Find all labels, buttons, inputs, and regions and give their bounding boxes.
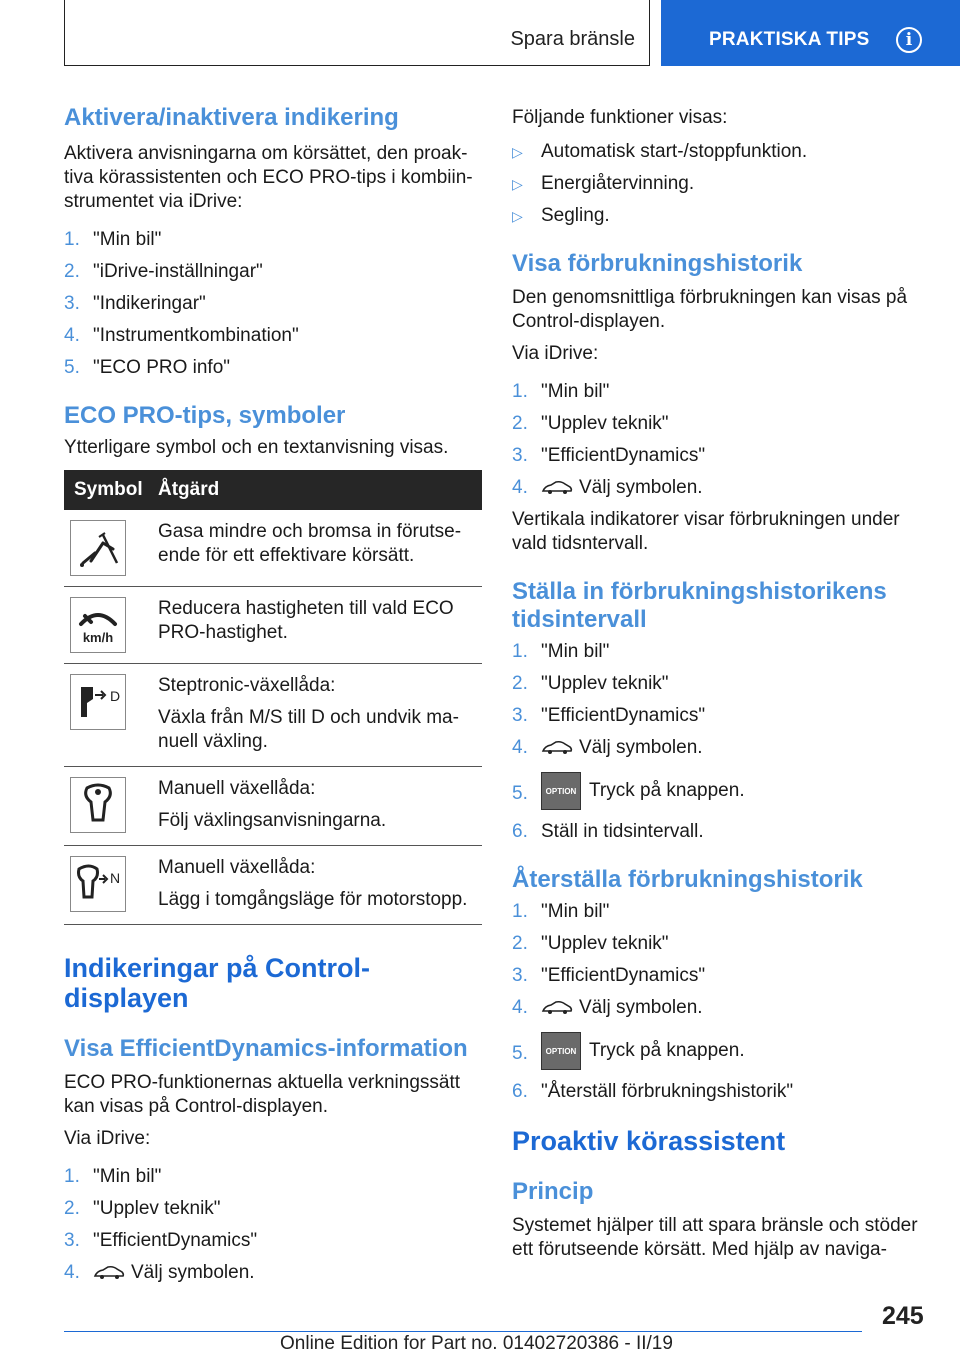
steps-reset (512, 900, 932, 996)
triangle-bullet-icon: ▷ (512, 208, 523, 224)
heading-princip: Princip (512, 1178, 594, 1205)
option-button-icon: OPTION (541, 772, 581, 810)
car-icon (541, 479, 573, 497)
right-column (512, 100, 932, 1262)
footer-edition: Online Edition for Part no. 01402720386 - II/19 (280, 1333, 673, 1354)
left-column (64, 100, 482, 1293)
heading-proactive: Proaktiv körassistent (512, 1126, 786, 1156)
list-item: 3. "EfficientDynamics" (512, 445, 706, 466)
symbol-box (70, 520, 126, 576)
action-text: Följ växlingsanvisningarna. (158, 810, 387, 831)
list-item: 5. OPTION Tryck på knappen. (512, 772, 932, 820)
table-row (64, 846, 482, 925)
table-header-action: Åtgärd (154, 470, 482, 510)
chapter-tab[interactable] (661, 0, 960, 66)
heading-history: Visa förbrukningshistorik (512, 250, 803, 277)
speedometer-icon (73, 600, 123, 650)
action-text: Steptronic-växellåda: (158, 675, 336, 696)
footer-divider (64, 1331, 862, 1332)
car-icon (93, 1264, 125, 1282)
list-item: 3. "EfficientDynamics" (512, 965, 706, 986)
para-vertical: Vertikala indikatorer visar förbrukningen under vald tidsntervall. (512, 509, 900, 554)
heading-reset: Återställa förbrukningshistorik (512, 866, 863, 893)
list-item: 2. "Upplev teknik" (512, 673, 669, 694)
steps-history (512, 380, 932, 476)
table-row (64, 767, 482, 846)
table-row (64, 587, 482, 664)
gear-lever-d-icon (73, 677, 123, 727)
info-icon[interactable]: i (896, 27, 922, 53)
para-functions: Följande funktioner visas: (512, 107, 728, 128)
option-button-icon: OPTION (541, 1032, 581, 1070)
para-eco-tips: Ytterligare symbol och en textanvisning visas. (64, 437, 449, 458)
list-item: 3. "Indikeringar" (64, 293, 206, 314)
list-item: 2. "Upplev teknik" (64, 1198, 221, 1219)
para-princip: Systemet hjälper till att spara bränsle och stöder ett förutseende körsätt. Med hjälp av naviga- (512, 1215, 918, 1260)
heading-control-display: Indikeringar på Control-displayen (64, 953, 371, 1013)
para-history: Den genomsnittliga förbrukningen kan visas på Control-displayen. (512, 287, 908, 332)
svg-text:D: D (109, 688, 121, 704)
list-item: 1. "Min bil" (512, 901, 610, 922)
heading-interval: Ställa in förbrukningshistorikens tidsintervall (512, 578, 887, 633)
action-text: Gasa mindre och bromsa in förutse-ende för ett effektivare körsätt. (158, 521, 462, 566)
action-text: Manuell växellåda: (158, 857, 316, 878)
triangle-bullet-icon: ▷ (512, 176, 523, 192)
list-item: 5. OPTION Tryck på knappen. (512, 1032, 932, 1080)
steps-reset-rest (512, 996, 932, 1112)
manual-gear-icon (73, 780, 123, 830)
list-item: 4. Välj symbolen. (512, 477, 703, 498)
list-item: 3. "EfficientDynamics" (64, 1230, 258, 1251)
list-item: 4. "Instrumentkombination" (64, 325, 299, 346)
list-item: 4. Välj symbolen. (512, 997, 703, 1018)
symbol-box (70, 674, 126, 730)
list-item: 2. "Upplev teknik" (512, 413, 669, 434)
steps-visa-ed (64, 1165, 482, 1261)
list-item: 2. "Upplev teknik" (512, 933, 669, 954)
list-item: 1. "Min bil" (512, 641, 610, 662)
list-item: 2. "iDrive-inställningar" (64, 261, 263, 282)
bullet-item: ▷ Segling. (512, 205, 610, 226)
chapter-tab-label: PRAKTISKA TIPS (709, 29, 870, 50)
car-icon (541, 739, 573, 757)
list-item: 1. "Min bil" (512, 381, 610, 402)
steps-activate (64, 228, 482, 388)
triangle-bullet-icon: ▷ (512, 144, 523, 160)
list-item: 1. "Min bil" (64, 229, 162, 250)
action-text: Manuell växellåda: (158, 778, 316, 799)
pedal-icon (73, 523, 123, 573)
action-text: Lägg i tomgångsläge för motorstopp. (158, 889, 468, 910)
list-item: 6. Ställ in tidsintervall. (512, 821, 704, 842)
list-item: 1. "Min bil" (64, 1166, 162, 1187)
svg-text:km/h: km/h (82, 630, 114, 645)
header-section-box (64, 0, 650, 66)
list-item: 4. Välj symbolen. (64, 1262, 255, 1283)
steps-history-4 (512, 476, 932, 508)
symbol-box (70, 777, 126, 833)
heading-visa-ed: Visa EfficientDynamics-information (64, 1035, 468, 1062)
heading-eco-tips: ECO PRO-tips, symboler (64, 402, 346, 429)
list-item: 4. Välj symbolen. (512, 737, 703, 758)
section-title: Spara bränsle (510, 28, 635, 50)
para-via-idrive-2: Via iDrive: (512, 343, 599, 364)
svg-text:N: N (109, 870, 121, 886)
list-item: 5. "ECO PRO info" (64, 357, 231, 378)
list-item: 3. "EfficientDynamics" (512, 705, 706, 726)
bullet-item: ▷ Automatisk start-/stoppfunktion. (512, 141, 808, 162)
symbol-table (64, 470, 482, 925)
para-via-idrive: Via iDrive: (64, 1128, 151, 1149)
heading-activate: Aktivera/inaktivera indikering (64, 104, 399, 131)
list-item: 6. "Återställ förbrukningshistorik" (512, 1081, 794, 1102)
car-icon (541, 999, 573, 1017)
steps-interval (512, 640, 932, 736)
table-row (64, 664, 482, 767)
page-number: 245 (882, 1302, 924, 1330)
action-text: Reducera hastigheten till vald ECO PRO-hastighet. (158, 598, 454, 643)
para-activate: Aktivera anvisningarna om körsättet, den proak-tiva körassistenten och ECO PRO-tips i kombiin-strumentet via iDrive: (64, 143, 473, 212)
functions-list (512, 140, 932, 236)
table-header-symbol: Symbol (64, 470, 154, 510)
manual-gear-n-icon (73, 859, 123, 909)
table-row (64, 510, 482, 587)
bullet-item: ▷ Energiåtervinning. (512, 173, 695, 194)
symbol-box (70, 856, 126, 912)
action-text: Växla från M/S till D och undvik ma-nuell växling. (158, 707, 459, 752)
steps-visa-ed-4 (64, 1261, 482, 1293)
steps-interval-rest (512, 736, 932, 852)
symbol-box (70, 597, 126, 653)
para-visa-ed: ECO PRO-funktionernas aktuella verkningssätt kan visas på Control-displayen. (64, 1072, 461, 1117)
